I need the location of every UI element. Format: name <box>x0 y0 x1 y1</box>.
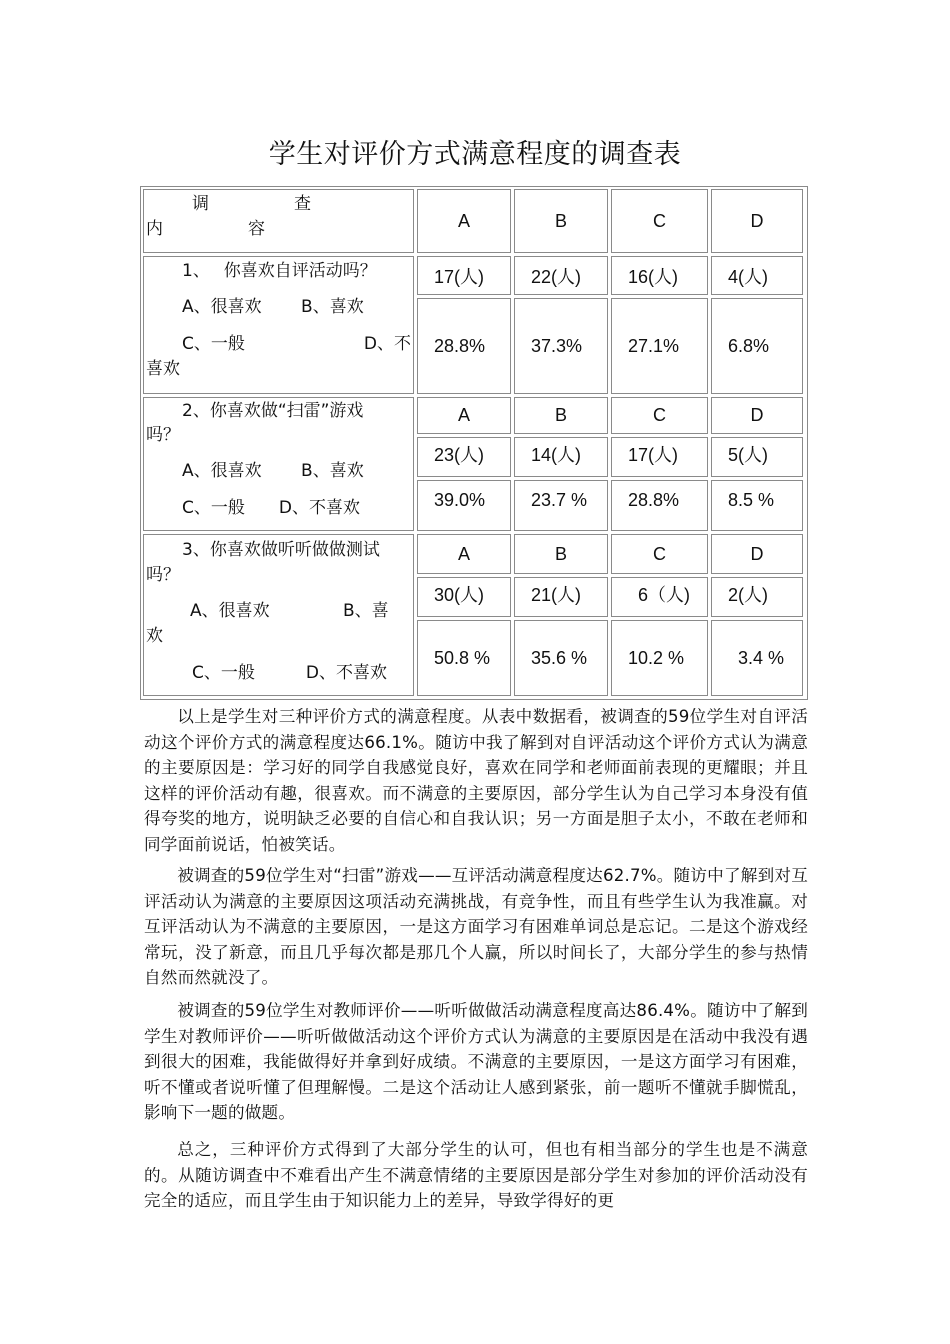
q3-col-c: C <box>611 534 708 574</box>
q2-col-d: D <box>711 397 803 434</box>
paragraph-3: 被调查的59位学生对教师评价——听听做做活动满意程度高达86.4%。随访中了解到学生对教师评价——听听做做活动这个评价方式认为满意的主要原因是在活动中我没有遇到很大的困难，我能做得好并拿到好成绩。不满意的主要原因，一是这方面学习有困难，听不懂或者说听懂了但理解慢。二是这个活动让人感到紧张，前一题听不懂就手脚慌乱，影响下一题的做题。 <box>144 1001 808 1122</box>
q1-percent-b: 37.3% <box>514 298 608 394</box>
header-col-a: A <box>417 189 511 253</box>
q1-line1: 1、 你喜欢自评活动吗？ <box>182 261 377 281</box>
page-title: 学生对评价方式满意程度的调查表 <box>268 139 682 170</box>
q2-percent-d: 8.5 % <box>711 480 803 531</box>
q2-count-a: 23(人) <box>417 437 511 477</box>
q3-count-c: 6（人) <box>611 577 708 617</box>
q2-count-c: 17(人) <box>611 437 708 477</box>
header-label-line1: 调 查 <box>192 194 311 214</box>
question-2-cell <box>143 397 414 531</box>
q2-line1: 2、你喜欢做“扫雷”游戏 <box>182 401 364 421</box>
q3-percent-c: 10.2 % <box>611 620 708 696</box>
q3-line3: A、很喜欢 B、喜 <box>190 601 389 621</box>
q3-percent-a: 50.8 % <box>417 620 511 696</box>
q1-count-c: 16(人) <box>611 256 708 295</box>
q3-count-b: 21(人) <box>514 577 608 617</box>
q3-col-d: D <box>711 534 803 574</box>
paragraph-2: 被调查的59位学生对“扫雷”游戏——互评活动满意程度达62.7%。随访中了解到对互评活动认为满意的主要原因这项活动充满挑战，有竞争性，而且有些学生认为我准赢。对互评活动认为不满意的主要原因，一是这方面学习有困难单词总是忘记。二是这个游戏经常玩，没了新意，而且几乎每次都是那几个人赢，所以时间长了，大部分学生的参与热情自然而然就没了。 <box>144 866 808 987</box>
q2-col-b: B <box>514 397 608 434</box>
q2-line3: A、很喜欢 B、喜欢 <box>182 461 364 481</box>
q1-percent-a: 28.8% <box>417 298 511 394</box>
q1-count-d: 4(人) <box>711 256 803 295</box>
q3-count-d: 2(人) <box>711 577 803 617</box>
q2-line2: 吗？ <box>146 425 180 445</box>
q3-percent-b: 35.6 % <box>514 620 608 696</box>
q3-percent-d: 3.4 % <box>711 620 803 696</box>
q3-col-a: A <box>417 534 511 574</box>
q1-line4: 喜欢 <box>146 359 180 379</box>
header-label-line2: 内 容 <box>146 219 265 239</box>
paragraph-4: 总之，三种评价方式得到了大部分学生的认可，但也有相当部分的学生也是不满意的。从随访调查中不难看出产生不满意情绪的主要原因是部分学生对参加的评价活动没有完全的适应，而且学生由于知识能力上的差异，导致学得好的更 <box>144 1140 808 1210</box>
q3-count-a: 30(人) <box>417 577 511 617</box>
header-col-c: C <box>611 189 708 253</box>
q2-col-c: C <box>611 397 708 434</box>
paragraph-1: 以上是学生对三种评价方式的满意程度。从表中数据看，被调查的59位学生对自评活动这个评价方式的满意程度达66.1%。随访中我了解到对自评活动这个评价方式认为满意的主要原因是：学习好的同学自我感觉良好，喜欢在同学和老师面前表现的更耀眼；并且这样的评价活动有趣，很喜欢。而不满意的主要原因，部分学生认为自己学习本身没有值得夸奖的地方，说明缺乏必要的自信心和自我认识；另一方面是胆子太小，不敢在老师和同学面前说话，怕被笑话。 <box>144 707 808 854</box>
q2-line4: C、一般 D、不喜欢 <box>182 498 360 518</box>
q1-count-a: 17(人) <box>417 256 511 295</box>
q3-line4: 欢 <box>146 626 163 646</box>
q1-percent-d: 6.8% <box>711 298 803 394</box>
q1-count-b: 22(人) <box>514 256 608 295</box>
header-col-b: B <box>514 189 608 253</box>
q2-percent-b: 23.7 % <box>514 480 608 531</box>
q3-line1: 3、你喜欢做听听做做测试 <box>182 540 380 560</box>
q2-count-b: 14(人) <box>514 437 608 477</box>
q2-count-d: 5(人) <box>711 437 803 477</box>
q3-line2: 吗？ <box>146 565 180 585</box>
q2-percent-c: 28.8% <box>611 480 708 531</box>
q1-line3: C、一般 D、不 <box>182 334 411 354</box>
header-content-cell <box>143 189 414 253</box>
q3-line5: C、一般 D、不喜欢 <box>192 663 387 683</box>
q1-percent-c: 27.1% <box>611 298 708 394</box>
header-col-d: D <box>711 189 803 253</box>
question-1-cell <box>143 256 414 394</box>
q1-line2: A、很喜欢 B、喜欢 <box>182 297 364 317</box>
question-3-cell <box>143 534 414 696</box>
q2-percent-a: 39.0% <box>417 480 511 531</box>
q2-col-a: A <box>417 397 511 434</box>
q3-col-b: B <box>514 534 608 574</box>
